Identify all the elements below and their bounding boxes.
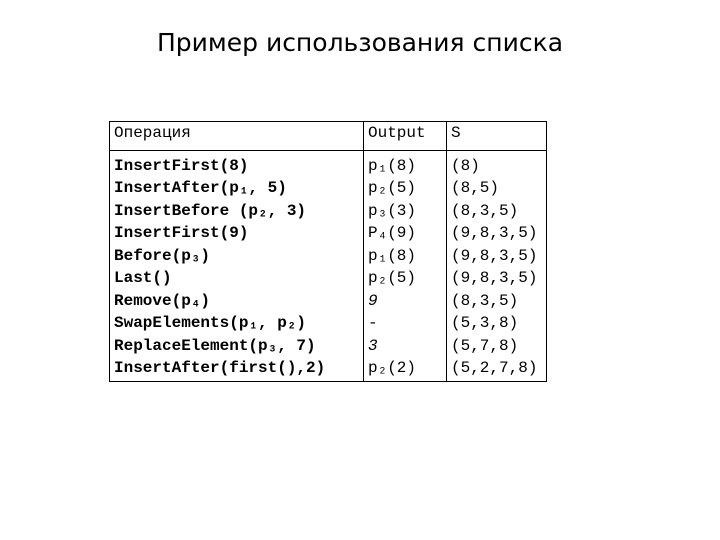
- cell-operation: InsertAfter(p₁, 5): [110, 177, 364, 200]
- cell-output: p₂(5): [364, 267, 447, 290]
- cell-s: (9,8,3,5): [451, 224, 538, 242]
- table-row: [110, 177, 547, 200]
- cell-output: p₃(3): [364, 200, 447, 223]
- header-operation: Операция: [110, 122, 364, 151]
- slide-title: Пример использования списка: [156, 28, 564, 57]
- table-row: [110, 267, 547, 290]
- cell-operation: Remove(p₄): [110, 290, 364, 313]
- header-output: Output: [364, 122, 447, 151]
- cell-output: 9: [364, 290, 447, 313]
- header-s: S: [451, 124, 461, 142]
- cell-s: (8,3,5): [451, 291, 519, 310]
- table-row: [110, 312, 547, 335]
- cell-operation: InsertAfter(first(),2): [110, 357, 364, 381]
- cell-s: (5,2,7,8): [451, 359, 538, 377]
- table-row: [110, 150, 547, 177]
- table-row: [110, 245, 547, 268]
- cell-s: (9,8,3,5): [451, 269, 538, 287]
- operations-table: [109, 121, 547, 382]
- cell-output: p₂(2): [364, 357, 447, 381]
- cell-output: p₁(8): [364, 150, 447, 177]
- table-row: [110, 335, 547, 358]
- cell-s: (8,3,5): [451, 201, 519, 220]
- cell-operation: InsertFirst(8): [110, 150, 364, 177]
- cell-operation: InsertFirst(9): [110, 222, 364, 245]
- table-header-row: [110, 122, 547, 151]
- cell-operation: ReplaceElement(p₃, 7): [110, 335, 364, 358]
- cell-operation: InsertBefore (p₂, 3): [110, 200, 364, 223]
- cell-operation: Last(): [110, 267, 364, 290]
- cell-output: p₂(5): [364, 177, 447, 200]
- cell-output: p₁(8): [364, 245, 447, 268]
- table-row: [110, 357, 547, 381]
- cell-s: (8,5): [451, 179, 500, 197]
- table-row: [110, 200, 547, 223]
- cell-operation: Before(p₃): [110, 245, 364, 268]
- cell-s: (8): [451, 156, 480, 175]
- cell-output: 3: [364, 335, 447, 358]
- cell-s: (5,3,8): [451, 314, 519, 332]
- cell-s: (9,8,3,5): [451, 246, 538, 265]
- table-row: [110, 222, 547, 245]
- cell-output: -: [364, 312, 447, 335]
- table-row: [110, 290, 547, 313]
- cell-operation: SwapElements(p₁, p₂): [110, 312, 364, 335]
- cell-s: (5,7,8): [451, 336, 519, 355]
- cell-output: P₄(9): [364, 222, 447, 245]
